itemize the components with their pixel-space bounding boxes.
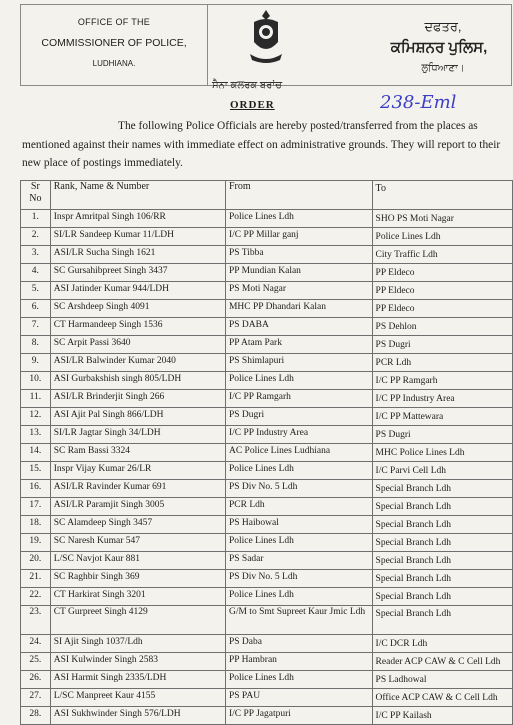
cell-sr-no: 18. <box>21 516 51 534</box>
table-row <box>21 390 513 408</box>
table-row <box>21 653 513 671</box>
cell-from: Police Lines Ldh <box>225 462 372 480</box>
cell-sr-no: 11. <box>21 390 51 408</box>
cell-to: MHC Police Lines Ldh <box>372 444 512 462</box>
cell-to: PP Eldeco <box>372 300 512 318</box>
table-row <box>21 671 513 689</box>
cell-to: I/C PP Mattewara <box>372 408 512 426</box>
table-row <box>21 228 513 246</box>
cell-rank-name: SC Arshdeep Singh 4091 <box>50 300 225 318</box>
cell-to: PS Dehlon <box>372 318 512 336</box>
office-line-punjabi-1: ਦਫਤਰ, <box>424 19 462 34</box>
cell-from: PP Hambran <box>225 653 372 671</box>
order-paragraph-text: The following Police Officials are hereby posted/transferred from the places as mentioned against their names with immediate effect on administrative grounds. They will report to their new place of postings immediately. <box>22 120 501 169</box>
cell-rank-name: ASI Gurbakshish singh 805/LDH <box>50 372 225 390</box>
cell-sr-no: 28. <box>21 707 51 725</box>
cell-to: PS Dugri <box>372 336 512 354</box>
table-row <box>21 606 513 635</box>
cell-from: PS Haibowal <box>225 516 372 534</box>
cell-to: Office ACP CAW & C Cell Ldh <box>372 689 512 707</box>
table-row <box>21 480 513 498</box>
cell-to: Special Branch Ldh <box>372 588 512 606</box>
cell-sr-no: 25. <box>21 653 51 671</box>
cell-from: PS Shimlapuri <box>225 354 372 372</box>
cell-from: PS Sadar <box>225 552 372 570</box>
table-row <box>21 354 513 372</box>
table-row <box>21 516 513 534</box>
cell-sr-no: 14. <box>21 444 51 462</box>
cell-to: I/C PP Kailash <box>372 707 512 725</box>
cell-to: SHO PS Moti Nagar <box>372 210 512 228</box>
table-row <box>21 264 513 282</box>
cell-sr-no: 16. <box>21 480 51 498</box>
cell-sr-no: 27. <box>21 689 51 707</box>
cell-sr-no: 26. <box>21 671 51 689</box>
table-row <box>21 552 513 570</box>
cell-rank-name: SC Raghbir Singh 369 <box>50 570 225 588</box>
table-row <box>21 635 513 653</box>
cell-to: PS Ladhowal <box>372 671 512 689</box>
cell-rank-name: ASI Ajit Pal Singh 866/LDH <box>50 408 225 426</box>
cell-rank-name: Inspr Amritpal Singh 106/RR <box>50 210 225 228</box>
cell-rank-name: SI/LR Sandeep Kumar 11/LDH <box>50 228 225 246</box>
cell-from: Police Lines Ldh <box>225 372 372 390</box>
cell-from: AC Police Lines Ludhiana <box>225 444 372 462</box>
cell-to: Special Branch Ldh <box>372 516 512 534</box>
cell-rank-name: CT Harmandeep Singh 1536 <box>50 318 225 336</box>
table-row <box>21 689 513 707</box>
cell-to: I/C PP Ramgarh <box>372 372 512 390</box>
cell-sr-no: 17. <box>21 498 51 516</box>
cell-from: Police Lines Ldh <box>225 671 372 689</box>
cell-from: I/C PP Millar ganj <box>225 228 372 246</box>
table-row <box>21 570 513 588</box>
cell-to: Special Branch Ldh <box>372 552 512 570</box>
office-line-punjabi-3: ਲੁਧਿਆਣਾ। <box>421 63 465 74</box>
cell-to: PS Dugri <box>372 426 512 444</box>
cell-rank-name: L/SC Navjot Kaur 881 <box>50 552 225 570</box>
cell-from: I/C PP Ramgarh <box>225 390 372 408</box>
cell-sr-no: 21. <box>21 570 51 588</box>
cell-sr-no: 1. <box>21 210 51 228</box>
cell-from: Police Lines Ldh <box>225 534 372 552</box>
cell-sr-no: 7. <box>21 318 51 336</box>
cell-rank-name: CT Gurpreet Singh 4129 <box>50 606 225 635</box>
cell-to: Reader ACP CAW & C Cell Ldh <box>372 653 512 671</box>
cell-rank-name: L/SC Manpreet Kaur 4155 <box>50 689 225 707</box>
cell-from: MHC PP Dhandari Kalan <box>225 300 372 318</box>
cell-sr-no: 2. <box>21 228 51 246</box>
cell-rank-name: ASI Kulwinder Singh 2583 <box>50 653 225 671</box>
cell-rank-name: SC Gursahibpreet Singh 3437 <box>50 264 225 282</box>
cell-sr-no: 4. <box>21 264 51 282</box>
cell-sr-no: 15. <box>21 462 51 480</box>
cell-to: PP Eldeco <box>372 264 512 282</box>
cell-from: PS DABA <box>225 318 372 336</box>
cell-rank-name: SC Ram Bassi 3324 <box>50 444 225 462</box>
cell-sr-no: 3. <box>21 246 51 264</box>
order-title: ORDER <box>230 99 275 111</box>
table-row <box>21 444 513 462</box>
cell-rank-name: SC Alamdeep Singh 3457 <box>50 516 225 534</box>
cell-rank-name: SC Arpit Passi 3640 <box>50 336 225 354</box>
cell-sr-no: 23. <box>21 606 51 635</box>
cell-sr-no: 6. <box>21 300 51 318</box>
order-paragraph <box>22 117 512 173</box>
cell-to: Special Branch Ldh <box>372 534 512 552</box>
table-row <box>21 282 513 300</box>
cell-rank-name: SI/LR Jagtar Singh 34/LDH <box>50 426 225 444</box>
cell-to: Special Branch Ldh <box>372 570 512 588</box>
cell-sr-no: 5. <box>21 282 51 300</box>
office-line-2: COMMISSIONER OF POLICE, <box>41 37 187 49</box>
table-row <box>21 408 513 426</box>
cell-to: I/C PP Industry Area <box>372 390 512 408</box>
cell-rank-name: ASI/LR Sucha Singh 1621 <box>50 246 225 264</box>
cell-rank-name: ASI Sukhwinder Singh 576/LDH <box>50 707 225 725</box>
cell-sr-no: 13. <box>21 426 51 444</box>
cell-from: PP Atam Park <box>225 336 372 354</box>
cell-rank-name: CT Harkirat Singh 3201 <box>50 588 225 606</box>
cell-to: Special Branch Ldh <box>372 606 512 635</box>
cell-to: I/C Parvi Cell Ldh <box>372 462 512 480</box>
police-emblem-icon <box>246 8 286 66</box>
table-row <box>21 300 513 318</box>
office-box-english <box>20 4 208 86</box>
table-row <box>21 372 513 390</box>
cell-sr-no: 19. <box>21 534 51 552</box>
cell-from: Police Lines Ldh <box>225 588 372 606</box>
cell-rank-name: SI Ajit Singh 1037/Ldh <box>50 635 225 653</box>
cell-to: City Traffic Ldh <box>372 246 512 264</box>
cell-rank-name: ASI/LR Paramjit Singh 3005 <box>50 498 225 516</box>
table-body <box>21 210 513 725</box>
header-to: To <box>372 181 512 210</box>
cell-sr-no: 10. <box>21 372 51 390</box>
header-from: From <box>225 181 372 210</box>
cell-from: PP Mundian Kalan <box>225 264 372 282</box>
cell-to: Special Branch Ldh <box>372 498 512 516</box>
cell-sr-no: 20. <box>21 552 51 570</box>
cell-to: Special Branch Ldh <box>372 480 512 498</box>
cell-from: G/M to Smt Supreet Kaur Jmic Ldh <box>225 606 372 635</box>
cell-from: Police Lines Ldh <box>225 210 372 228</box>
cell-sr-no: 24. <box>21 635 51 653</box>
branch-label: ਸੈਨਾ ਕਲਰਕ ਬਰਾਂਚ <box>212 80 282 91</box>
cell-sr-no: 9. <box>21 354 51 372</box>
cell-sr-no: 8. <box>21 336 51 354</box>
table-row <box>21 336 513 354</box>
cell-from: PS Div No. 5 Ldh <box>225 480 372 498</box>
cell-sr-no: 12. <box>21 408 51 426</box>
header-sr-no: Sr No <box>21 181 51 210</box>
office-line-3: LUDHIANA. <box>92 59 136 68</box>
table-row <box>21 588 513 606</box>
cell-rank-name: SC Naresh Kumar 547 <box>50 534 225 552</box>
cell-to: Police Lines Ldh <box>372 228 512 246</box>
table-row <box>21 318 513 336</box>
table-row <box>21 534 513 552</box>
cell-from: PS Daba <box>225 635 372 653</box>
cell-to: PCR Ldh <box>372 354 512 372</box>
cell-rank-name: Inspr Vijay Kumar 26/LR <box>50 462 225 480</box>
cell-from: PS Moti Nagar <box>225 282 372 300</box>
office-line-1: OFFICE OF THE <box>77 17 151 27</box>
cell-rank-name: ASI/LR Ravinder Kumar 691 <box>50 480 225 498</box>
cell-to: I/C DCR Ldh <box>372 635 512 653</box>
table-row <box>21 246 513 264</box>
table-row <box>21 426 513 444</box>
table-header-row <box>21 181 513 210</box>
table-row <box>21 210 513 228</box>
cell-to: PP Eldeco <box>372 282 512 300</box>
cell-rank-name: ASI/LR Brinderjit Singh 266 <box>50 390 225 408</box>
cell-from: PCR Ldh <box>225 498 372 516</box>
office-line-punjabi-2: ਕਮਿਸ਼ਨਰ ਪੁਲਿਸ, <box>390 39 488 56</box>
cell-from: I/C PP Industry Area <box>225 426 372 444</box>
cell-rank-name: ASI Harmit Singh 2335/LDH <box>50 671 225 689</box>
cell-from: PS Div No. 5 Ldh <box>225 570 372 588</box>
transfer-table <box>20 180 513 725</box>
cell-from: PS Dugri <box>225 408 372 426</box>
cell-from: PS Tibba <box>225 246 372 264</box>
cell-sr-no: 22. <box>21 588 51 606</box>
header-rank-name: Rank, Name & Number <box>50 181 225 210</box>
cell-from: PS PAU <box>225 689 372 707</box>
letterhead <box>0 0 513 96</box>
table-row <box>21 462 513 480</box>
cell-rank-name: ASI Jatinder Kumar 944/LDH <box>50 282 225 300</box>
cell-from: I/C PP Jagatpuri <box>225 707 372 725</box>
handwritten-order-number: 238-Eml <box>380 92 457 113</box>
table-row <box>21 498 513 516</box>
cell-rank-name: ASI/LR Balwinder Kumar 2040 <box>50 354 225 372</box>
